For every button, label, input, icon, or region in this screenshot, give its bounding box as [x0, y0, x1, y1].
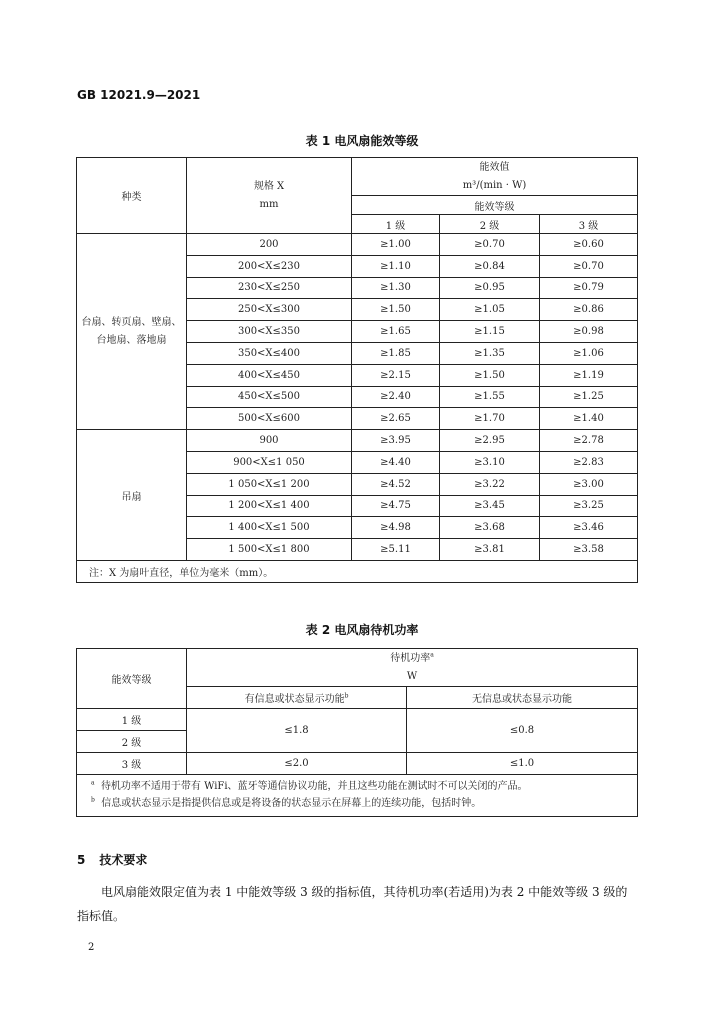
grade3-cell: ≥0.98: [540, 321, 638, 343]
header-category: 种类: [77, 158, 187, 234]
footnote-text: 信息或状态显示是指提供信息或是将设备的状态显示在屏幕上的连续功能，包括时钟。: [101, 798, 482, 809]
footnote-text: 待机功率不适用于带有 WiFi、蓝牙等通信协议功能，并且这些功能在测试时不可以关闭的产品。: [100, 781, 528, 792]
grade3-cell: ≥3.25: [540, 495, 638, 517]
grade1-cell: ≥4.40: [352, 451, 440, 473]
grade1-cell: ≥1.00: [352, 234, 440, 256]
header-grade-3: 3 级: [540, 215, 638, 234]
footnote-a: [91, 778, 637, 795]
grade3-cell: ≥2.78: [540, 430, 638, 452]
grade2-cell: ≥3.68: [440, 517, 540, 539]
table-row: [77, 430, 638, 452]
grade3-cell: ≥0.60: [540, 234, 638, 256]
grade3-cell: ≥0.70: [540, 255, 638, 277]
table1-caption: 表 1 电风扇能效等级: [305, 134, 419, 148]
header-grade: 能效等级: [77, 649, 187, 709]
grade2-cell: ≥3.45: [440, 495, 540, 517]
grade2-cell: ≥1.50: [440, 364, 540, 386]
spec-cell: 1 050<X≤1 200: [187, 473, 352, 495]
value-with-display: ≤1.8: [187, 709, 407, 753]
spec-cell: 250<X≤300: [187, 299, 352, 321]
grade3-cell: ≥1.25: [540, 386, 638, 408]
table-row: [77, 709, 638, 731]
grade1-cell: ≥2.65: [352, 408, 440, 430]
grade1-cell: ≥4.98: [352, 517, 440, 539]
grade2-cell: ≥1.70: [440, 408, 540, 430]
value-with-display: ≤2.0: [187, 753, 407, 775]
footnote-b: [91, 795, 637, 812]
grade3-cell: ≥1.19: [540, 364, 638, 386]
spec-cell: 350<X≤400: [187, 342, 352, 364]
grade3-cell: ≥3.46: [540, 517, 638, 539]
footnote-mark: b: [91, 796, 95, 804]
header-spec: [187, 158, 352, 234]
standard-code: GB 12021.9—2021: [77, 88, 201, 102]
spec-cell: 500<X≤600: [187, 408, 352, 430]
grade2-cell: ≥3.81: [440, 539, 540, 561]
energy-efficiency-table: [76, 157, 638, 583]
grade2-cell: ≥2.95: [440, 430, 540, 452]
with-display-text: 有信息或状态显示功能: [244, 694, 345, 705]
grade2-cell: ≥1.05: [440, 299, 540, 321]
group-label-desk-fans: [77, 234, 187, 430]
header-with-display: [187, 687, 407, 709]
grade-cell: 3 级: [77, 753, 187, 775]
grade1-cell: ≥1.85: [352, 342, 440, 364]
grade1-cell: ≥1.30: [352, 277, 440, 299]
group-label-ceiling-fans: 吊扇: [77, 430, 187, 561]
spec-cell: 900<X≤1 050: [187, 451, 352, 473]
header-efficiency-grade: 能效等级: [352, 196, 638, 215]
grade1-cell: ≥5.11: [352, 539, 440, 561]
spec-cell: 1 400<X≤1 500: [187, 517, 352, 539]
grade3-cell: ≥0.86: [540, 299, 638, 321]
table2-notes: [77, 775, 638, 817]
grade-cell: 2 级: [77, 731, 187, 753]
grade3-cell: ≥0.79: [540, 277, 638, 299]
header-standby-power: [187, 649, 638, 687]
table1-note: 注：X 为扇叶直径，单位为毫米（mm）。: [77, 560, 638, 582]
grade3-cell: ≥2.83: [540, 451, 638, 473]
header-efficiency-value: [352, 158, 638, 196]
grade2-cell: ≥0.84: [440, 255, 540, 277]
grade3-cell: ≥1.40: [540, 408, 638, 430]
grade2-cell: ≥1.55: [440, 386, 540, 408]
header-efficiency-label: 能效值: [479, 161, 510, 173]
header-efficiency-unit: m³/(min · W): [462, 179, 527, 191]
grade1-cell: ≥4.52: [352, 473, 440, 495]
spec-cell: 230<X≤250: [187, 277, 352, 299]
grade2-cell: ≥1.35: [440, 342, 540, 364]
grade1-cell: ≥1.10: [352, 255, 440, 277]
header-spec-label: 规格 X: [253, 180, 285, 192]
section-title: 技术要求: [99, 853, 148, 867]
spec-cell: 900: [187, 430, 352, 452]
grade2-cell: ≥0.95: [440, 277, 540, 299]
grade1-cell: ≥2.40: [352, 386, 440, 408]
header-spec-unit: mm: [259, 198, 279, 210]
table-row: [77, 753, 638, 775]
group-label-line: 台地扇、落地扇: [96, 334, 167, 346]
table2-caption: 表 2 电风扇待机功率: [305, 623, 419, 637]
grade3-cell: ≥3.00: [540, 473, 638, 495]
grade2-cell: ≥3.22: [440, 473, 540, 495]
standby-power-text: 待机功率: [390, 652, 431, 664]
section-heading: [77, 851, 147, 868]
spec-cell: 300<X≤350: [187, 321, 352, 343]
grade2-cell: ≥3.10: [440, 451, 540, 473]
grade1-cell: ≥4.75: [352, 495, 440, 517]
grade1-cell: ≥1.65: [352, 321, 440, 343]
footnote-mark: a: [430, 651, 434, 659]
grade1-cell: ≥3.95: [352, 430, 440, 452]
spec-cell: 1 500<X≤1 800: [187, 539, 352, 561]
grade2-cell: ≥1.15: [440, 321, 540, 343]
section-number: 5: [77, 853, 86, 867]
table-row: [77, 234, 638, 256]
spec-cell: 400<X≤450: [187, 364, 352, 386]
group-label-line: 台扇、转页扇、壁扇、: [81, 316, 182, 328]
header-grade-2: 2 级: [440, 215, 540, 234]
standby-power-table: [76, 648, 638, 817]
grade-cell: 1 级: [77, 709, 187, 731]
grade3-cell: ≥1.06: [540, 342, 638, 364]
value-without-display: ≤0.8: [407, 709, 638, 753]
page-number: 2: [88, 942, 95, 953]
header-without-display: 无信息或状态显示功能: [407, 687, 638, 709]
header-standby-unit: W: [406, 670, 418, 682]
value-without-display: ≤1.0: [407, 753, 638, 775]
section-paragraph: 电风扇能效限定值为表 1 中能效等级 3 级的指标值，其待机功率(若适用)为表 2 中能效等级 3 级的指标值。: [77, 885, 628, 923]
grade3-cell: ≥3.58: [540, 539, 638, 561]
spec-cell: 200<X≤230: [187, 255, 352, 277]
spec-cell: 200: [187, 234, 352, 256]
spec-cell: 450<X≤500: [187, 386, 352, 408]
spec-cell: 1 200<X≤1 400: [187, 495, 352, 517]
grade1-cell: ≥1.50: [352, 299, 440, 321]
grade2-cell: ≥0.70: [440, 234, 540, 256]
header-grade-1: 1 级: [352, 215, 440, 234]
header-standby-label: [187, 650, 637, 668]
grade1-cell: ≥2.15: [352, 364, 440, 386]
footnote-mark: a: [91, 779, 95, 787]
footnote-mark: b: [344, 692, 349, 700]
